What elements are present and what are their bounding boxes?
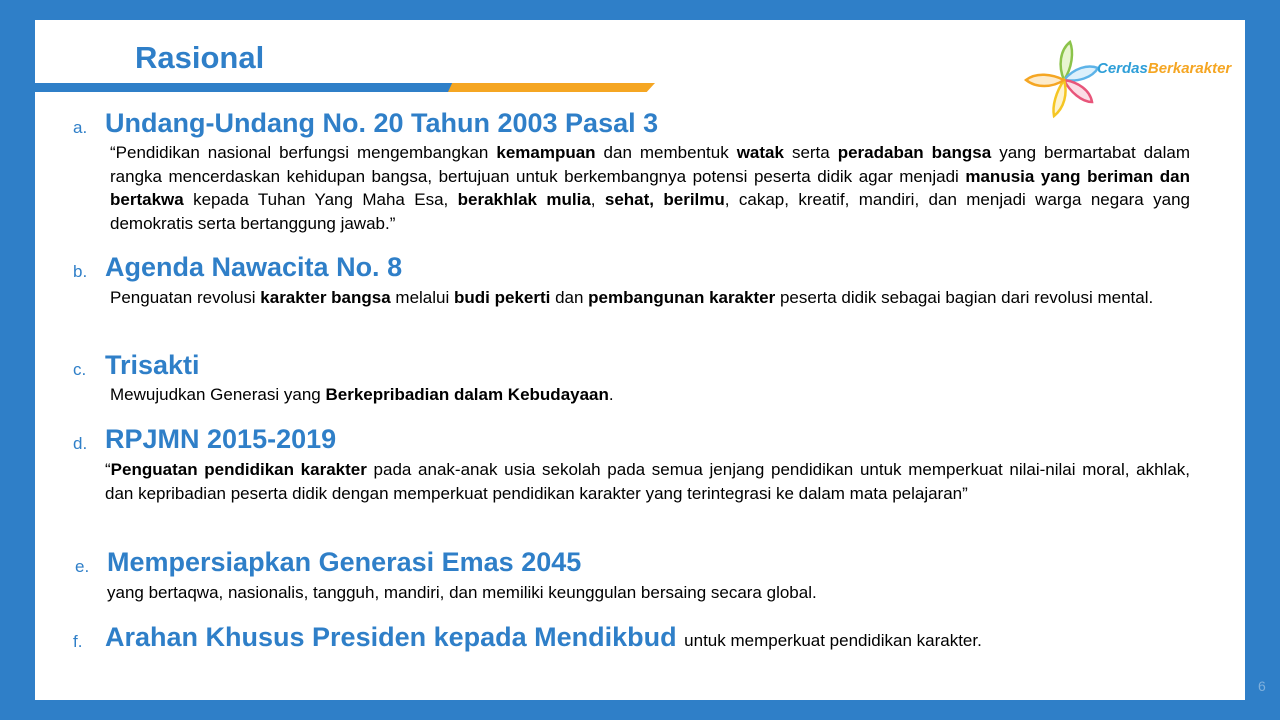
emphasis-text: peradaban bangsa [837,143,992,162]
body-text: yang bertaqwa, nasionalis, tangguh, mandiri, dan memiliki keunggulan bersaing secara global. [107,583,817,602]
item-c-marker: c. [73,360,87,379]
item-c-heading: Trisakti [105,350,200,380]
body-text: peserta didik sebagai bagian dari revolusi mental. [775,288,1154,307]
body-text: dan [550,288,589,307]
item-a-marker: a. [73,118,88,137]
item-f-marker: f. [73,632,83,651]
emphasis-text: watak [736,143,784,162]
emphasis-text: budi pekerti [454,288,551,307]
body-text: melalui [390,288,454,307]
item-a-body [110,141,1190,235]
emphasis-text: Berkepribadian dalam Kebudayaan [325,385,609,404]
body-text: , [590,190,605,209]
item-e-marker: e. [75,557,90,576]
item-a-heading: Undang-Undang No. 20 Tahun 2003 Pasal 3 [105,108,659,138]
logo-text-berkarakter: Berkarakter [1147,60,1232,77]
emphasis-text: berakhlak mulia [457,190,591,209]
flower-icon [1022,36,1232,122]
title-underline-bar [0,83,655,92]
item-e-heading: Mempersiapkan Generasi Emas 2045 [107,547,582,577]
item-d-marker: d. [73,434,88,453]
item-f-inline-text: untuk memperkuat pendidikan karakter. [684,631,982,650]
body-text: “Pendidikan nasional berfungsi mengembangkan [110,143,497,162]
page-number: 6 [1258,678,1266,694]
emphasis-text: pembangunan karakter [588,288,776,307]
body-text: . [608,385,614,404]
body-text: yang bermartabat dalam rangka mencerdaskan kehidupan bangsa, bertujuan untuk berkembangnya potensi peserta didik agar menjadi [110,143,1190,186]
body-text: kepada Tuhan Yang Maha Esa, [183,190,458,209]
body-text: pada anak-anak usia sekolah pada semua jenjang pendidikan untuk memperkuat nilai-nilai moral, akhlak, dan kepribadian peserta didik dengan memperkuat pendidikan karakter yang terintegrasi ke dalam mata pelajaran” [105,460,1190,503]
body-text: “ [105,460,111,479]
item-f-line [105,622,982,653]
item-f-heading: Arahan Khusus Presiden kepada Mendikbud [105,622,677,652]
logo-wordmark [1097,60,1231,77]
item-e-body [107,581,1187,605]
item-b-heading: Agenda Nawacita No. 8 [105,252,403,282]
item-d-heading: RPJMN 2015-2019 [105,424,337,454]
body-text: Penguatan revolusi [110,288,261,307]
item-b-body [110,286,1190,310]
emphasis-text: kemampuan [496,143,596,162]
body-text: serta [783,143,838,162]
emphasis-text: manusia yang beriman dan bertakwa [110,166,1190,209]
emphasis-text: Penguatan pendidikan karakter [110,460,367,479]
slide-title: Rasional [135,40,265,75]
body-text: Mewujudkan Generasi yang [110,385,326,404]
item-c-body [110,383,1190,407]
underline-blue-segment [0,83,460,92]
item-b-marker: b. [73,262,88,281]
emphasis-text: sehat, berilmu [604,190,725,209]
emphasis-text: karakter bangsa [260,288,391,307]
logo-text-cerdas: Cerdas [1097,60,1148,77]
body-text: , cakap, kreatif, mandiri, dan menjadi warga negara yang demokratis serta bertanggung jawab.” [110,190,1190,233]
item-d-body [105,458,1190,505]
body-text: dan membentuk [595,143,737,162]
underline-orange-segment [448,83,655,92]
